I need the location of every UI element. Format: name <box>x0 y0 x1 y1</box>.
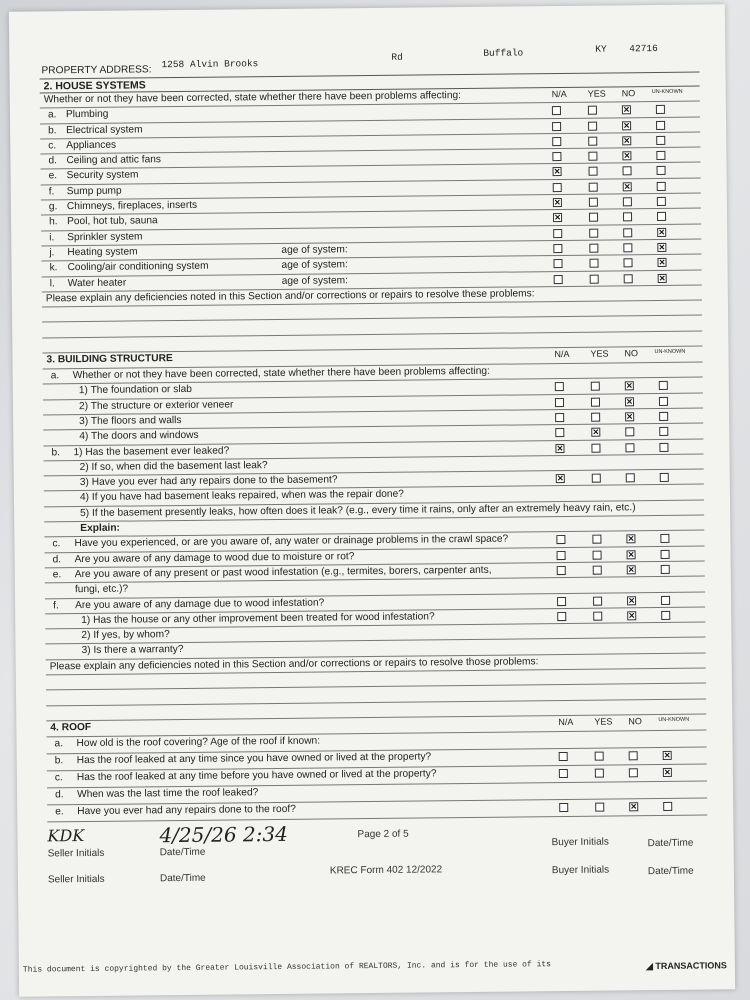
checkbox-unknown[interactable] <box>663 751 672 760</box>
col-unknown: UN-KNOWN <box>651 88 683 96</box>
col-yes: YES <box>590 348 609 359</box>
row-letter: d. <box>55 789 64 801</box>
row-letter: b. <box>54 755 64 767</box>
answer-boxes <box>555 562 705 578</box>
row-label: Heating system <box>67 246 138 259</box>
seller-initials-label-2: Seller Initials <box>47 873 105 886</box>
copyright-line: This document is copyrighted by the Greater Louisville Association of REALTORS, Inc. and is for the use of its <box>22 960 552 975</box>
row-label: Pool, hot tub, sauna <box>67 215 158 228</box>
col-yes: YES <box>587 88 606 99</box>
checkbox-yes[interactable] <box>591 428 600 437</box>
checkbox-unknown[interactable] <box>656 105 665 114</box>
checkbox-no[interactable] <box>625 412 634 421</box>
row-label: 3) The floors and walls <box>79 414 182 427</box>
answer-boxes <box>550 118 700 134</box>
section2-explain: Please explain any deficiencies noted in this Section and/or corrections or repairs to resolve these problems: <box>45 288 535 305</box>
checkbox-yes[interactable] <box>588 137 597 146</box>
checkbox-na[interactable] <box>559 803 568 812</box>
transactions-logo: ◢ TRANSACTIONS <box>645 960 727 972</box>
checkbox-no[interactable] <box>622 121 631 130</box>
brand-name: TRANSACTIONS <box>655 960 727 972</box>
row-letter: b. <box>48 124 57 136</box>
checkbox-na[interactable] <box>557 566 566 575</box>
row-age-label: age of system: <box>281 274 349 287</box>
checkbox-unknown[interactable] <box>656 151 665 160</box>
checkbox-yes[interactable] <box>592 535 601 544</box>
row-label: Appliances <box>66 139 117 152</box>
checkbox-no[interactable] <box>623 213 632 222</box>
checkbox-na[interactable] <box>554 275 563 284</box>
row-letter: a. <box>47 109 57 121</box>
checkbox-yes[interactable] <box>591 413 600 422</box>
checkbox-unknown[interactable] <box>661 549 670 558</box>
checkbox-yes[interactable] <box>589 167 598 176</box>
buyer-date-time-label: Date/Time <box>647 837 694 850</box>
row-letter: g. <box>48 201 58 213</box>
answer-boxes <box>555 608 705 624</box>
address-suffix: Rd <box>391 51 403 63</box>
col-no: NO <box>628 716 642 727</box>
checkbox-na[interactable] <box>559 752 568 761</box>
checkbox-yes[interactable] <box>589 213 598 222</box>
checkbox-no[interactable] <box>623 197 632 206</box>
checkbox-yes[interactable] <box>595 751 604 760</box>
checkbox-na[interactable] <box>555 428 564 437</box>
section3-col-headers <box>552 348 702 365</box>
signature-area <box>47 815 708 892</box>
section2-intro: Whether or not they have been corrected, state whether there have been problems affecting: <box>43 90 462 106</box>
checkbox-na[interactable] <box>555 444 564 453</box>
section2-items <box>40 102 702 292</box>
checkbox-yes[interactable] <box>592 474 601 483</box>
checkbox-no[interactable] <box>629 751 638 760</box>
section2-title: 2. HOUSE SYSTEMS <box>43 79 146 93</box>
checkbox-unknown[interactable] <box>660 473 669 482</box>
checkbox-unknown[interactable] <box>663 802 672 811</box>
row-letter: c. <box>48 140 57 152</box>
address-street: 1258 Alvin Brooks <box>161 58 259 71</box>
buyer-initials-label-2: Buyer Initials <box>551 864 610 877</box>
checkbox-unknown[interactable] <box>658 273 667 282</box>
checkbox-yes[interactable] <box>591 397 600 406</box>
checkbox-no[interactable] <box>627 550 636 559</box>
answer-boxes <box>552 271 702 287</box>
checkbox-unknown[interactable] <box>661 595 670 604</box>
checkbox-no[interactable] <box>629 802 638 811</box>
row-label: 1) Has the house or any other improvement been treated for wood infestation? <box>81 611 435 626</box>
row-label: Chimneys, fireplaces, inserts <box>66 199 198 213</box>
row-label: Have you ever had any repairs done to the roof? <box>77 803 296 817</box>
checkbox-yes[interactable] <box>593 550 602 559</box>
row-label: Has the roof leaked at any time since you have owned or lived at the property? <box>76 751 432 766</box>
row-label: Security system <box>66 169 139 182</box>
section3-title: 3. BUILDING STRUCTURE <box>46 353 173 366</box>
checkbox-na[interactable] <box>557 612 566 621</box>
checkbox-unknown[interactable] <box>659 427 668 436</box>
address-state: KY <box>595 43 607 55</box>
checkbox-unknown[interactable] <box>656 136 665 145</box>
row-label: 2) If so, when did the basement last leak? <box>79 459 268 473</box>
row-letter: b. <box>51 446 61 458</box>
row-label: Whether or not they have been corrected, state whether there have been problems affecting: <box>72 365 490 382</box>
answer-boxes <box>557 748 707 766</box>
row-letter: a. <box>50 370 60 382</box>
answer-boxes <box>551 210 701 226</box>
row-letter: k. <box>49 262 58 274</box>
checkbox-na[interactable] <box>553 167 562 176</box>
buyer-date-time-label-2: Date/Time <box>647 865 694 878</box>
checkbox-no[interactable] <box>624 274 633 283</box>
row-label: Electrical system <box>66 123 143 136</box>
checkbox-yes[interactable] <box>595 768 604 777</box>
row-label: 2) If yes, by whom? <box>81 629 170 642</box>
answer-boxes <box>553 394 703 410</box>
checkbox-na[interactable] <box>552 152 561 161</box>
checkbox-na[interactable] <box>555 413 564 422</box>
buyer-initials-label: Buyer Initials <box>551 836 609 849</box>
checkbox-unknown[interactable] <box>657 197 666 206</box>
answer-boxes <box>555 547 705 563</box>
row-letter: f. <box>53 599 59 611</box>
date-time-label-2: Date/Time <box>159 872 206 885</box>
answer-boxes <box>551 225 701 241</box>
checkbox-no[interactable] <box>622 151 631 160</box>
row-label: Water heater <box>67 277 127 289</box>
answer-boxes <box>554 471 704 487</box>
checkbox-no[interactable] <box>627 611 636 620</box>
seller-initials-handwritten: KDK <box>47 825 85 846</box>
checkbox-unknown[interactable] <box>657 182 666 191</box>
row-letter: i. <box>49 231 55 244</box>
col-no: NO <box>621 88 636 99</box>
checkbox-na[interactable] <box>553 229 562 238</box>
checkbox-no[interactable] <box>625 382 634 391</box>
row-age-label: age of system: <box>281 244 348 256</box>
col-unknown: UN-KNOWN <box>658 716 690 723</box>
checkbox-unknown[interactable] <box>657 228 666 237</box>
checkbox-na[interactable] <box>555 398 564 407</box>
checkbox-na[interactable] <box>553 198 562 207</box>
checkbox-yes[interactable] <box>589 182 598 191</box>
section2-col-headers <box>550 88 700 104</box>
checkbox-unknown[interactable] <box>659 412 668 421</box>
answer-boxes <box>550 149 700 165</box>
checkbox-no[interactable] <box>625 427 634 436</box>
answer-boxes <box>551 164 701 180</box>
answer-boxes <box>551 256 701 272</box>
seller-initials-label: Seller Initials <box>47 847 105 860</box>
answer-boxes <box>553 440 703 456</box>
section3-rows <box>43 363 706 661</box>
row-label: Sump pump <box>66 185 122 197</box>
col-no: NO <box>624 348 639 359</box>
checkbox-unknown[interactable] <box>657 166 666 175</box>
row-label: How old is the roof covering? Age of the roof if known: <box>76 735 321 749</box>
checkbox-no[interactable] <box>622 106 631 115</box>
checkbox-unknown[interactable] <box>657 212 666 221</box>
row-letter: d. <box>52 553 62 565</box>
row-label: 4) The doors and windows <box>79 430 199 443</box>
checkbox-yes[interactable] <box>593 596 602 605</box>
checkbox-no[interactable] <box>623 243 632 252</box>
checkbox-unknown[interactable] <box>659 397 668 406</box>
disclosure-form <box>39 43 708 893</box>
checkbox-na[interactable] <box>559 769 568 778</box>
col-na: N/A <box>551 88 567 100</box>
row-letter: e. <box>55 806 64 818</box>
checkbox-unknown[interactable] <box>660 534 669 543</box>
checkbox-yes[interactable] <box>588 106 597 115</box>
row-letter: e. <box>48 170 58 182</box>
row-letter: c. <box>52 538 61 550</box>
checkbox-no[interactable] <box>627 565 636 574</box>
row-letter: f. <box>48 186 55 198</box>
checkbox-unknown[interactable] <box>661 565 670 574</box>
checkbox-yes[interactable] <box>590 274 599 283</box>
row-label: fungi, etc.)? <box>74 583 129 596</box>
checkbox-na[interactable] <box>556 535 565 544</box>
answer-boxes <box>550 133 700 149</box>
checkbox-na[interactable] <box>552 137 561 146</box>
form-page <box>9 4 735 996</box>
checkbox-unknown[interactable] <box>657 258 666 267</box>
row-label: 1) Has the basement ever leaked? <box>73 445 230 458</box>
row-label: Cooling/air conditioning system <box>67 260 209 274</box>
row-label: 4) If you have had basement leaks repaired, when was the repair done? <box>79 489 404 504</box>
checkbox-no[interactable] <box>623 228 632 237</box>
checkbox-unknown[interactable] <box>656 121 665 130</box>
section4-title: 4. ROOF <box>50 721 92 734</box>
checkbox-no[interactable] <box>622 136 631 145</box>
date-time-label: Date/Time <box>159 846 206 859</box>
row-letter: e. <box>52 569 62 581</box>
checkbox-yes[interactable] <box>588 152 597 161</box>
row-label: Has the roof leaked at any time before you have owned or lived at the property? <box>76 768 437 783</box>
row-letter: d. <box>48 155 57 167</box>
row-label: 3) Is there a warranty? <box>81 644 184 657</box>
checkbox-no[interactable] <box>625 397 634 406</box>
checkbox-na[interactable] <box>557 596 566 605</box>
row-letter: l. <box>49 277 55 289</box>
checkbox-no[interactable] <box>623 259 632 268</box>
checkbox-unknown[interactable] <box>663 768 672 777</box>
answer-boxes <box>555 593 705 609</box>
answer-boxes <box>551 179 701 195</box>
checkbox-na[interactable] <box>555 382 564 391</box>
checkbox-na[interactable] <box>556 474 565 483</box>
row-label: 3) Have you ever had any repairs done to the basement? <box>79 474 338 489</box>
checkbox-yes[interactable] <box>589 228 598 237</box>
row-label: 5) If the basement presently leaks, how often does it leak? (e.g., every time it rains, only after an extremely heavy rain, etc.) <box>80 501 636 519</box>
checkbox-na[interactable] <box>552 122 561 131</box>
answer-boxes <box>554 532 704 548</box>
checkbox-unknown[interactable] <box>657 243 666 252</box>
checkbox-no[interactable] <box>625 443 634 452</box>
address-label: PROPERTY ADDRESS: <box>41 64 152 77</box>
checkbox-yes[interactable] <box>589 198 598 207</box>
answer-boxes <box>557 799 707 817</box>
answer-boxes <box>553 409 703 425</box>
answer-boxes <box>550 103 700 119</box>
row-label: 2) The structure or exterior veneer <box>78 399 234 412</box>
checkbox-yes[interactable] <box>593 611 602 620</box>
checkbox-yes[interactable] <box>591 443 600 452</box>
row-label: Are you aware of any present or past wood infestation (e.g., termites, borers, carpenter ants, <box>74 564 492 581</box>
checkbox-no[interactable] <box>623 182 632 191</box>
answer-boxes <box>553 425 703 441</box>
row-letter: j. <box>49 247 55 259</box>
row-label: Are you aware of any damage due to wood infestation? <box>75 597 325 611</box>
section4-rows <box>46 730 707 822</box>
page-number: Page 2 of 5 <box>357 828 409 841</box>
section3-explain: Please explain any deficiencies noted in this Section and/or corrections or repairs to resolve those problems: <box>49 655 539 673</box>
checkbox-no[interactable] <box>626 473 635 482</box>
row-letter: c. <box>54 772 63 784</box>
row-label: Explain: <box>80 522 120 535</box>
checkbox-yes[interactable] <box>588 121 597 130</box>
date-time-handwritten: 4/25/26 2:34 <box>159 821 288 848</box>
row-label: 1) The foundation or slab <box>78 384 192 397</box>
checkbox-no[interactable] <box>629 768 638 777</box>
checkbox-yes[interactable] <box>593 566 602 575</box>
checkbox-unknown[interactable] <box>661 611 670 620</box>
row-label: Have you experienced, or are you aware of, any water or drainage problems in the crawl space? <box>74 533 509 550</box>
col-na: N/A <box>554 348 570 360</box>
address-zip: 42716 <box>629 42 658 55</box>
row-age-label: age of system: <box>281 259 348 272</box>
row-label: Are you aware of any damage to wood due to moisture or rot? <box>74 550 355 565</box>
row-label: Sprinkler system <box>67 231 143 243</box>
checkbox-yes[interactable] <box>591 382 600 391</box>
checkbox-unknown[interactable] <box>659 381 668 390</box>
checkbox-yes[interactable] <box>589 244 598 253</box>
col-na: N/A <box>558 716 574 727</box>
answer-boxes <box>557 765 707 783</box>
col-unknown: UN-KNOWN <box>654 348 686 356</box>
checkbox-na[interactable] <box>553 259 562 268</box>
checkbox-yes[interactable] <box>595 802 604 811</box>
row-letter: h. <box>49 216 58 228</box>
row-label: Ceiling and attic fans <box>66 154 162 167</box>
answer-boxes <box>551 195 701 211</box>
checkbox-unknown[interactable] <box>659 442 668 451</box>
col-yes: YES <box>594 716 613 727</box>
row-letter: a. <box>54 738 64 750</box>
checkbox-yes[interactable] <box>589 259 598 268</box>
address-city: Buffalo <box>483 47 524 59</box>
answer-boxes <box>553 379 703 395</box>
answer-boxes <box>551 241 701 257</box>
checkbox-no[interactable] <box>623 167 632 176</box>
row-label: Plumbing <box>65 109 109 121</box>
checkbox-na[interactable] <box>553 213 562 222</box>
checkbox-na[interactable] <box>557 551 566 560</box>
row-label: When was the last time the roof leaked? <box>77 787 259 800</box>
checkbox-no[interactable] <box>627 596 636 605</box>
section4-col-headers <box>556 715 706 732</box>
form-id: KREC Form 402 12/2022 <box>329 864 443 877</box>
checkbox-na[interactable] <box>553 244 562 253</box>
checkbox-na[interactable] <box>552 106 561 115</box>
checkbox-na[interactable] <box>553 183 562 192</box>
checkbox-no[interactable] <box>626 535 635 544</box>
